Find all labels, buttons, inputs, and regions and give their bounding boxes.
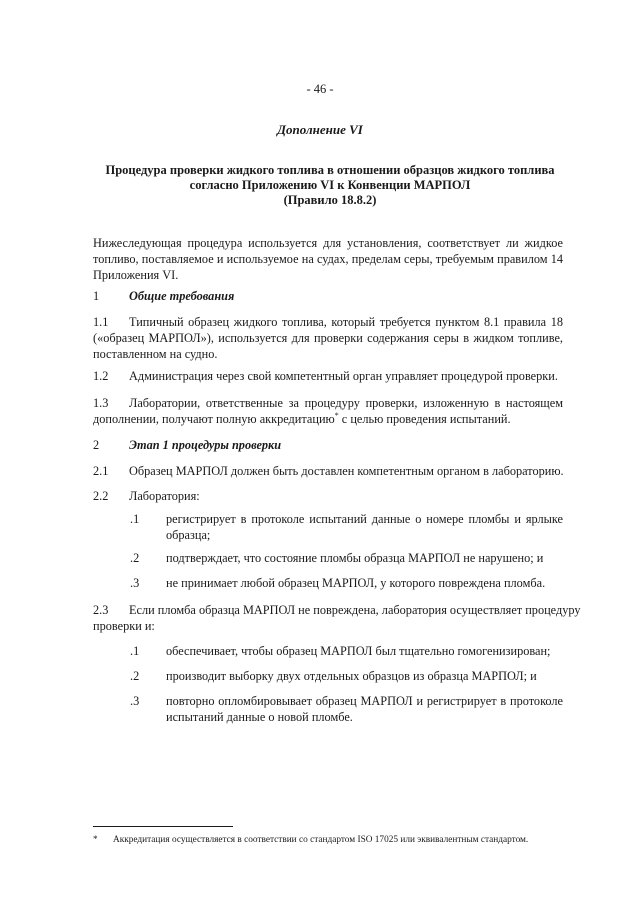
subclause-number: .2: [130, 551, 140, 565]
text-line: Приложения VI.: [93, 268, 179, 282]
subclause-number: .1: [130, 512, 140, 526]
text-line: испытаний данные о новой пломбе.: [166, 710, 353, 724]
document-title: [70, 163, 590, 208]
footnote-reference[interactable]: *: [334, 410, 339, 420]
clause-first-line: [129, 314, 563, 330]
clause-1-1-continuation: [93, 330, 563, 362]
section-number: 1: [93, 289, 100, 303]
title-line: (Правило 18.8.2): [283, 193, 377, 207]
page-number: - 46 -: [306, 82, 334, 96]
subclause-number: .2: [130, 669, 140, 683]
text-line: Нижеследующая процедура используется для установления, соответствует ли жидкое: [93, 236, 563, 250]
clause-text: Администрация через свой компетентный орган управляет процедурой проверки.: [129, 369, 558, 383]
title-line: Процедура проверки жидкого топлива в отношении образцов жидкого топлива: [105, 163, 555, 177]
clause-number: 2.3: [93, 603, 109, 617]
text-line: образца;: [166, 528, 211, 542]
clause-number: 2.1: [93, 464, 109, 478]
text-line: регистрирует в протоколе испытаний данные о номере пломбы и ярлыке: [166, 512, 563, 526]
subclause-text: [166, 511, 563, 543]
clause-2-3-continuation: [93, 618, 563, 634]
clause-text: Образец МАРПОЛ должен быть доставлен компетентным органом в лабораторию.: [129, 464, 564, 478]
clause-number: 1.2: [93, 369, 109, 383]
annex-title: Дополнение VI: [277, 122, 363, 137]
subclause-number: .1: [130, 644, 140, 658]
title-line: согласно Приложению VI к Конвенции МАРПОЛ: [189, 178, 471, 192]
footnote-mark: *: [93, 835, 98, 845]
section-title: Общие требования: [129, 289, 235, 303]
text-line: дополнении, получают полную аккредитацию: [93, 412, 335, 426]
footnote-text: Аккредитация осуществляется в соответствии со стандартом ISO 17025 или эквивалентным стандартом.: [113, 835, 529, 845]
clause-1-3-continuation: [93, 411, 563, 427]
text-line: с целью проведения испытаний.: [338, 412, 511, 426]
footnote-separator: [93, 826, 233, 827]
subclause-text: производит выборку двух отдельных образцов из образца МАРПОЛ; и: [166, 669, 537, 683]
clause-number: 1.1: [93, 315, 109, 329]
clause-number: 2.2: [93, 489, 109, 503]
subclause-text: обеспечивает, чтобы образец МАРПОЛ был тщательно гомогенизирован;: [166, 644, 551, 658]
text-line: («образец МАРПОЛ»), используется для проверки содержания серы в жидком топливе,: [93, 331, 563, 345]
text-line: повторно опломбировывает образец МАРПОЛ и регистрирует в протоколе: [166, 694, 563, 708]
section-title: Этап 1 процедуры проверки: [129, 438, 282, 452]
clause-first-line: [129, 602, 581, 618]
text-line: топливо, поставляемое и используемое на судах, пределам серы, требуемым правилом 14: [93, 252, 563, 266]
section-number: 2: [93, 438, 100, 452]
text-line: Если пломба образца МАРПОЛ не повреждена, лаборатория осуществляет процедуру: [129, 603, 581, 617]
intro-paragraph: [93, 235, 563, 283]
text-line: поставленном на судно.: [93, 347, 218, 361]
subclause-number: .3: [130, 576, 140, 590]
text-line: Типичный образец жидкого топлива, который требуется пунктом 8.1 правила 18: [129, 315, 563, 329]
clause-text: Лаборатория:: [129, 489, 200, 503]
clause-first-line: [129, 395, 563, 411]
clause-number: 1.3: [93, 396, 109, 410]
subclause-text: не принимает любой образец МАРПОЛ, у которого повреждена пломба.: [166, 576, 546, 590]
subclause-text: [166, 693, 563, 725]
text-line: Лаборатории, ответственные за процедуру проверки, изложенную в настоящем: [129, 396, 563, 410]
subclause-number: .3: [130, 694, 140, 708]
subclause-text: подтверждает, что состояние пломбы образца МАРПОЛ не нарушено; и: [166, 551, 544, 565]
text-line: проверки и:: [93, 619, 155, 633]
